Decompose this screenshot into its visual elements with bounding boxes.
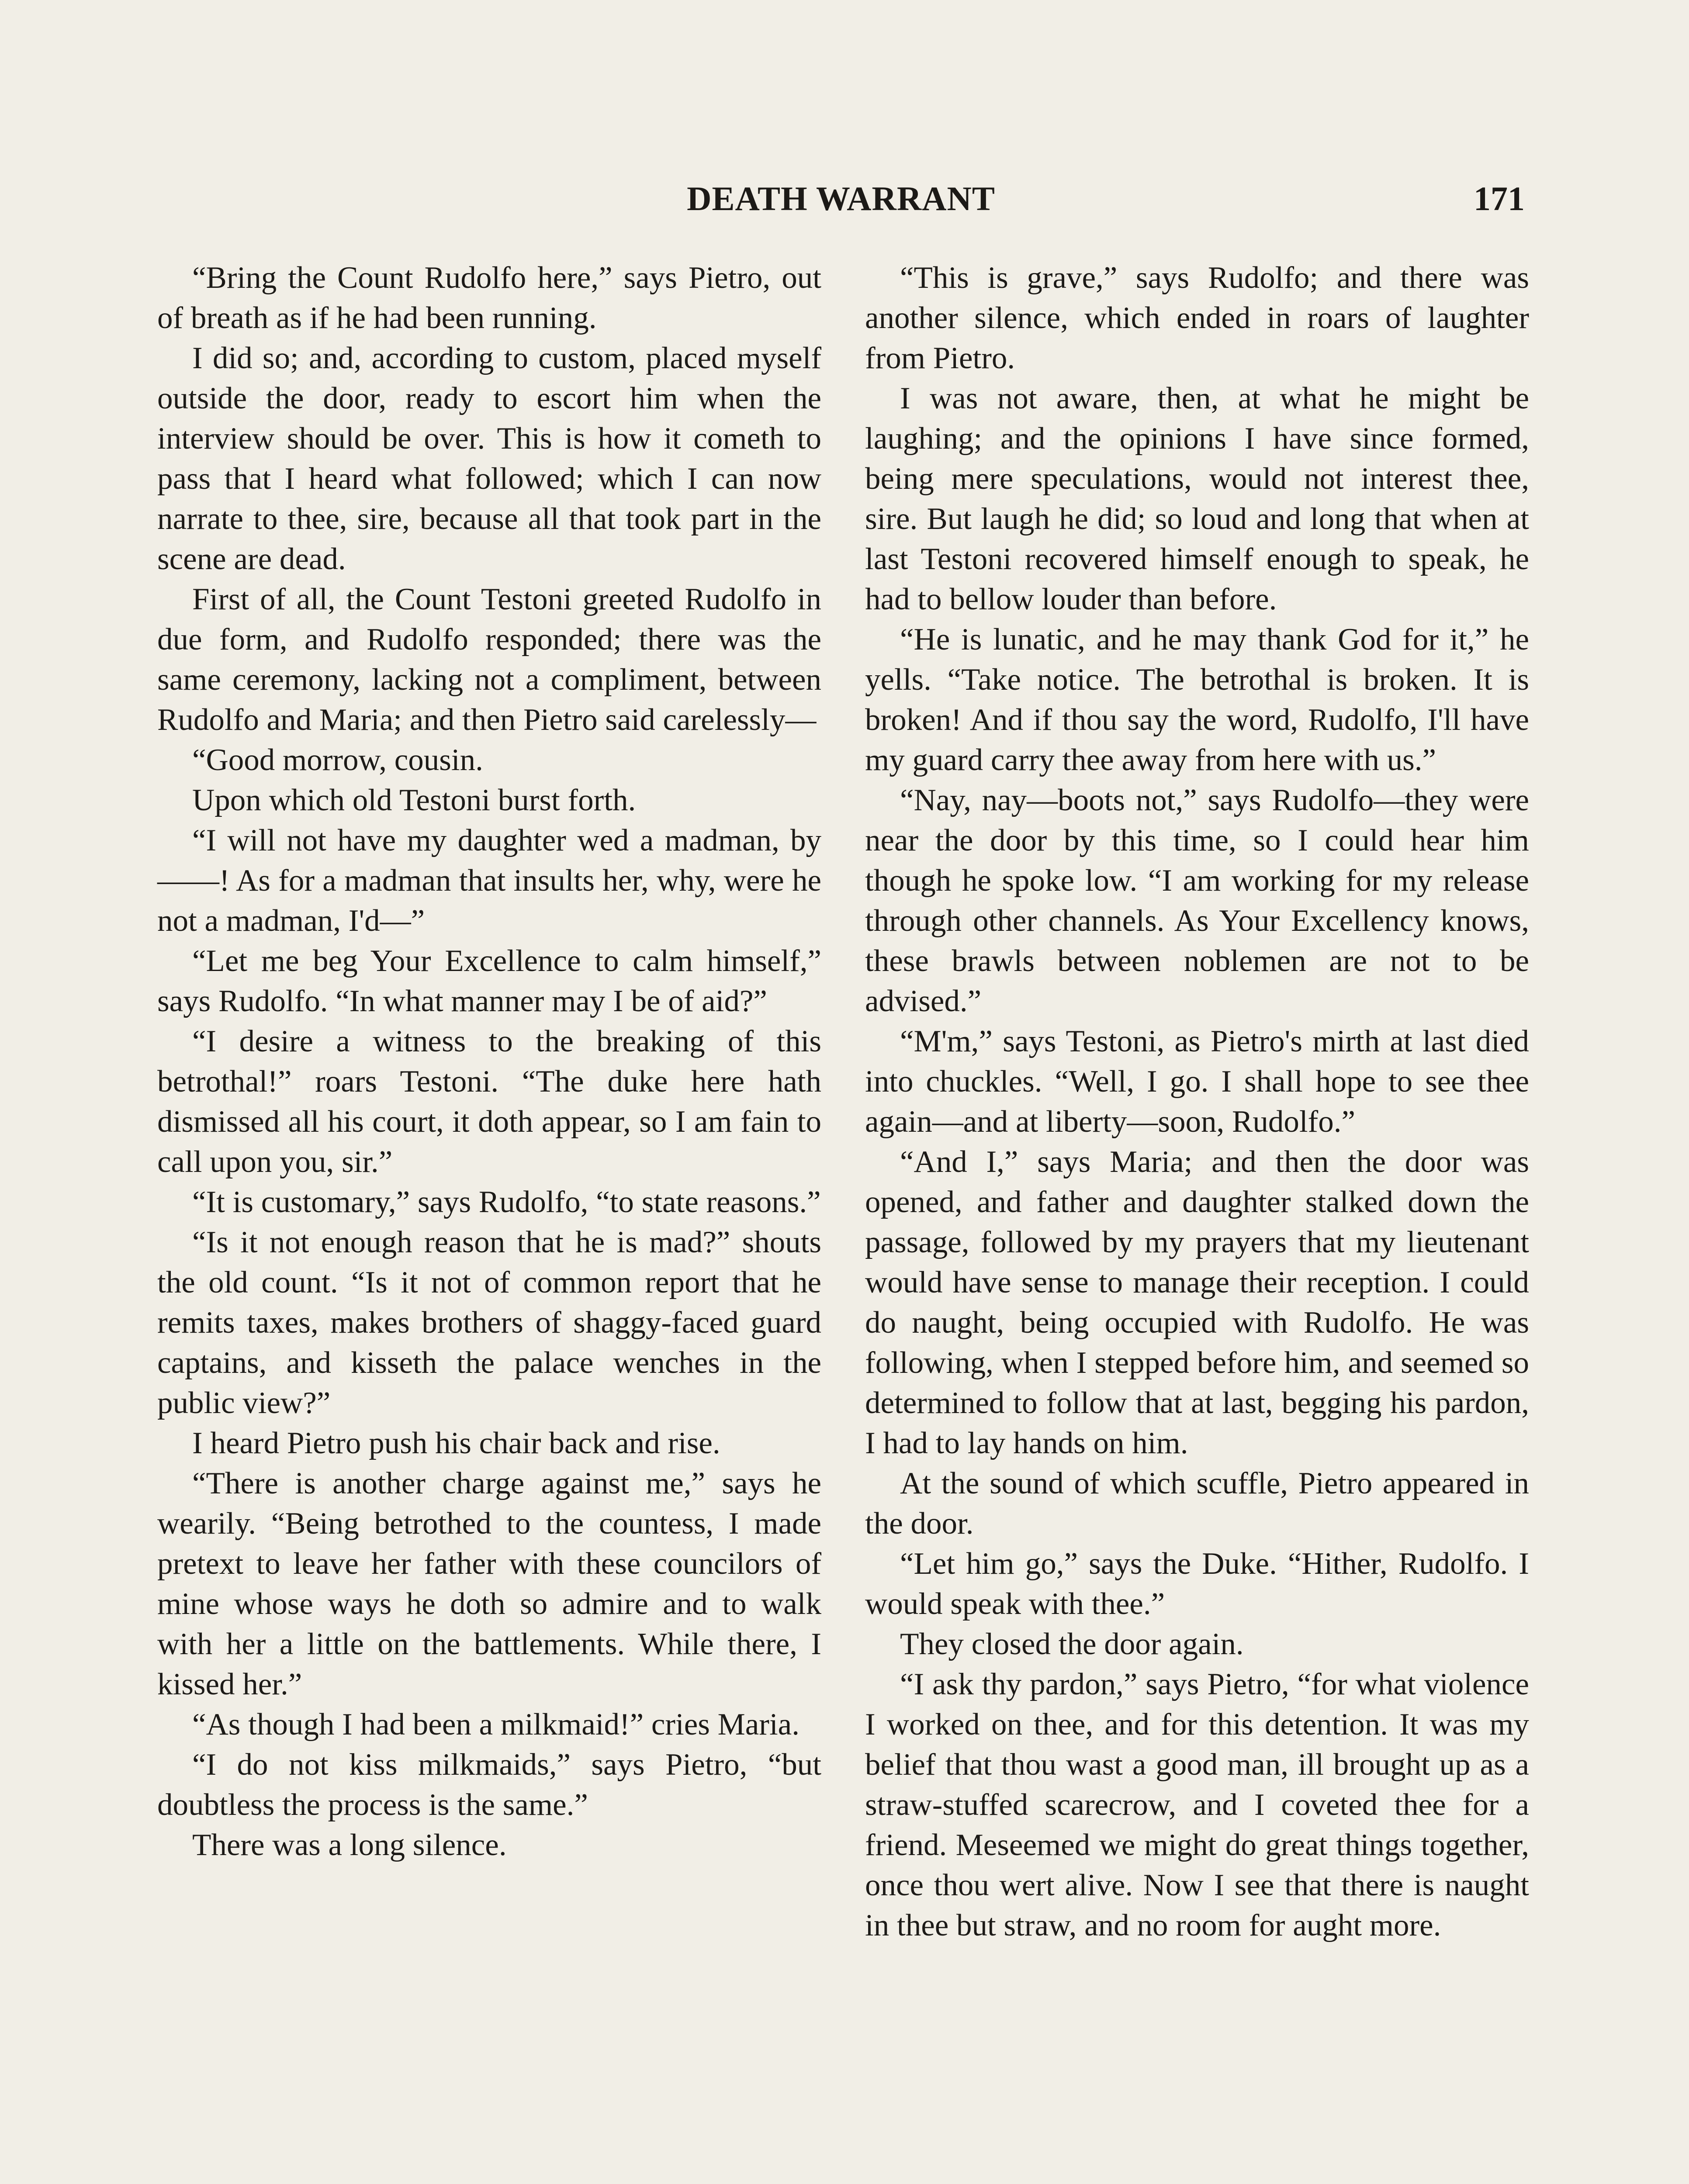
running-title: DEATH WARRANT [687, 180, 995, 218]
paragraph: “This is grave,” says Rudolfo; and there was another silence, which ended in roars of laughter from Pietro. [865, 261, 1529, 375]
paragraph: “I do not kiss milkmaids,” says Pietro, “but doubtless the process is the same.” [157, 1748, 821, 1822]
paragraph: I did so; and, according to custom, placed myself outside the door, ready to escort him when the interview should be over. This is how it cometh to pass that I heard what followed; which I can now narrate to thee, sire, because all that took part in the scene are dead. [157, 341, 821, 576]
paragraph: “It is customary,” says Rudolfo, “to state reasons.” [192, 1185, 821, 1219]
paragraph: There was a long silence. [192, 1828, 507, 1862]
paragraph: “Let me beg Your Excellence to calm himself,” says Rudolfo. “In what manner may I be of aid?” [157, 944, 821, 1018]
paragraph: “Nay, nay—boots not,” says Rudolfo—they were near the door by this time, so I could hear him though he spoke low. “I am working for my release through other channels. As Your Excellency knows, these brawls between noblemen are not to be advised.” [865, 783, 1529, 1018]
paragraph: “As though I had been a milkmaid!” cries Maria. [192, 1707, 800, 1742]
paragraph: First of all, the Count Testoni greeted Rudolfo in due form, and Rudolfo responded; there was the same ceremony, lacking not a compliment, between Rudolfo and Maria; and then Pietro said carelessly— [157, 582, 821, 737]
running-header [157, 173, 1525, 225]
paragraph: “I will not have my daughter wed a madman, by ——! As for a madman that insults her, why, were he not a madman, I'd—” [157, 823, 821, 938]
paragraph: Upon which old Testoni burst forth. [192, 783, 636, 817]
paragraph: I heard Pietro push his chair back and rise. [192, 1426, 720, 1460]
page-number: 171 [1474, 180, 1525, 218]
paragraph: “There is another charge against me,” says he wearily. “Being betrothed to the countess, I made pretext to leave her father with these councilors of mine whose ways he doth so admire and to walk with her a little on the battlements. While there, I kissed her.” [157, 1466, 821, 1701]
paragraph: I was not aware, then, at what he might be laughing; and the opinions I have since formed, being mere speculations, would not interest thee, sire. But laugh he did; so loud and long that when at last Testoni recovered himself enough to speak, he had to bellow louder than before. [865, 381, 1529, 616]
paragraph: “Is it not enough reason that he is mad?” shouts the old count. “Is it not of common report that he remits taxes, makes brothers of shaggy-faced guard captains, and kisseth the palace wenches in the public view?” [157, 1225, 821, 1420]
paragraph: “And I,” says Maria; and then the door was opened, and father and daughter stalked down the passage, followed by my prayers that my lieutenant would have sense to manage their reception. I could do naught, being occupied with Rudolfo. He was following, when I stepped before him, and seemed so determined to follow that at last, begging his pardon, I had to lay hands on him. [865, 1145, 1529, 1460]
left-column [157, 258, 821, 1865]
paragraph: “I ask thy pardon,” says Pietro, “for what violence I worked on thee, and for this detention. It was my belief that thou wast a good man, ill brought up as a straw-stuffed scarecrow, and I coveted thee for a friend. Meseemed we might do great things together, once thou wert alive. Now I see that there is naught in thee but straw, and no room for aught more. [865, 1667, 1529, 1942]
paragraph: “Bring the Count Rudolfo here,” says Pietro, out of breath as if he had been running. [157, 261, 821, 335]
paragraph: At the sound of which scuffle, Pietro appeared in the door. [865, 1466, 1529, 1541]
right-column [865, 258, 1529, 1946]
paragraph: “M'm,” says Testoni, as Pietro's mirth at last died into chuckles. “Well, I go. I shall hope to see thee again—and at liberty—soon, Rudolfo.” [865, 1024, 1529, 1139]
paragraph: They closed the door again. [900, 1627, 1244, 1661]
paragraph: “Good morrow, cousin. [192, 743, 483, 777]
paragraph: “Let him go,” says the Duke. “Hither, Rudolfo. I would speak with thee.” [865, 1547, 1529, 1621]
paragraph: “I desire a witness to the breaking of this betrothal!” roars Testoni. “The duke here hath dismissed all his court, it doth appear, so I am fain to call upon you, sir.” [157, 1024, 821, 1179]
paragraph: “He is lunatic, and he may thank God for it,” he yells. “Take notice. The betrothal is broken. It is broken! And if thou say the word, Rudolfo, I'll have my guard carry thee away from here with us.” [865, 622, 1529, 777]
